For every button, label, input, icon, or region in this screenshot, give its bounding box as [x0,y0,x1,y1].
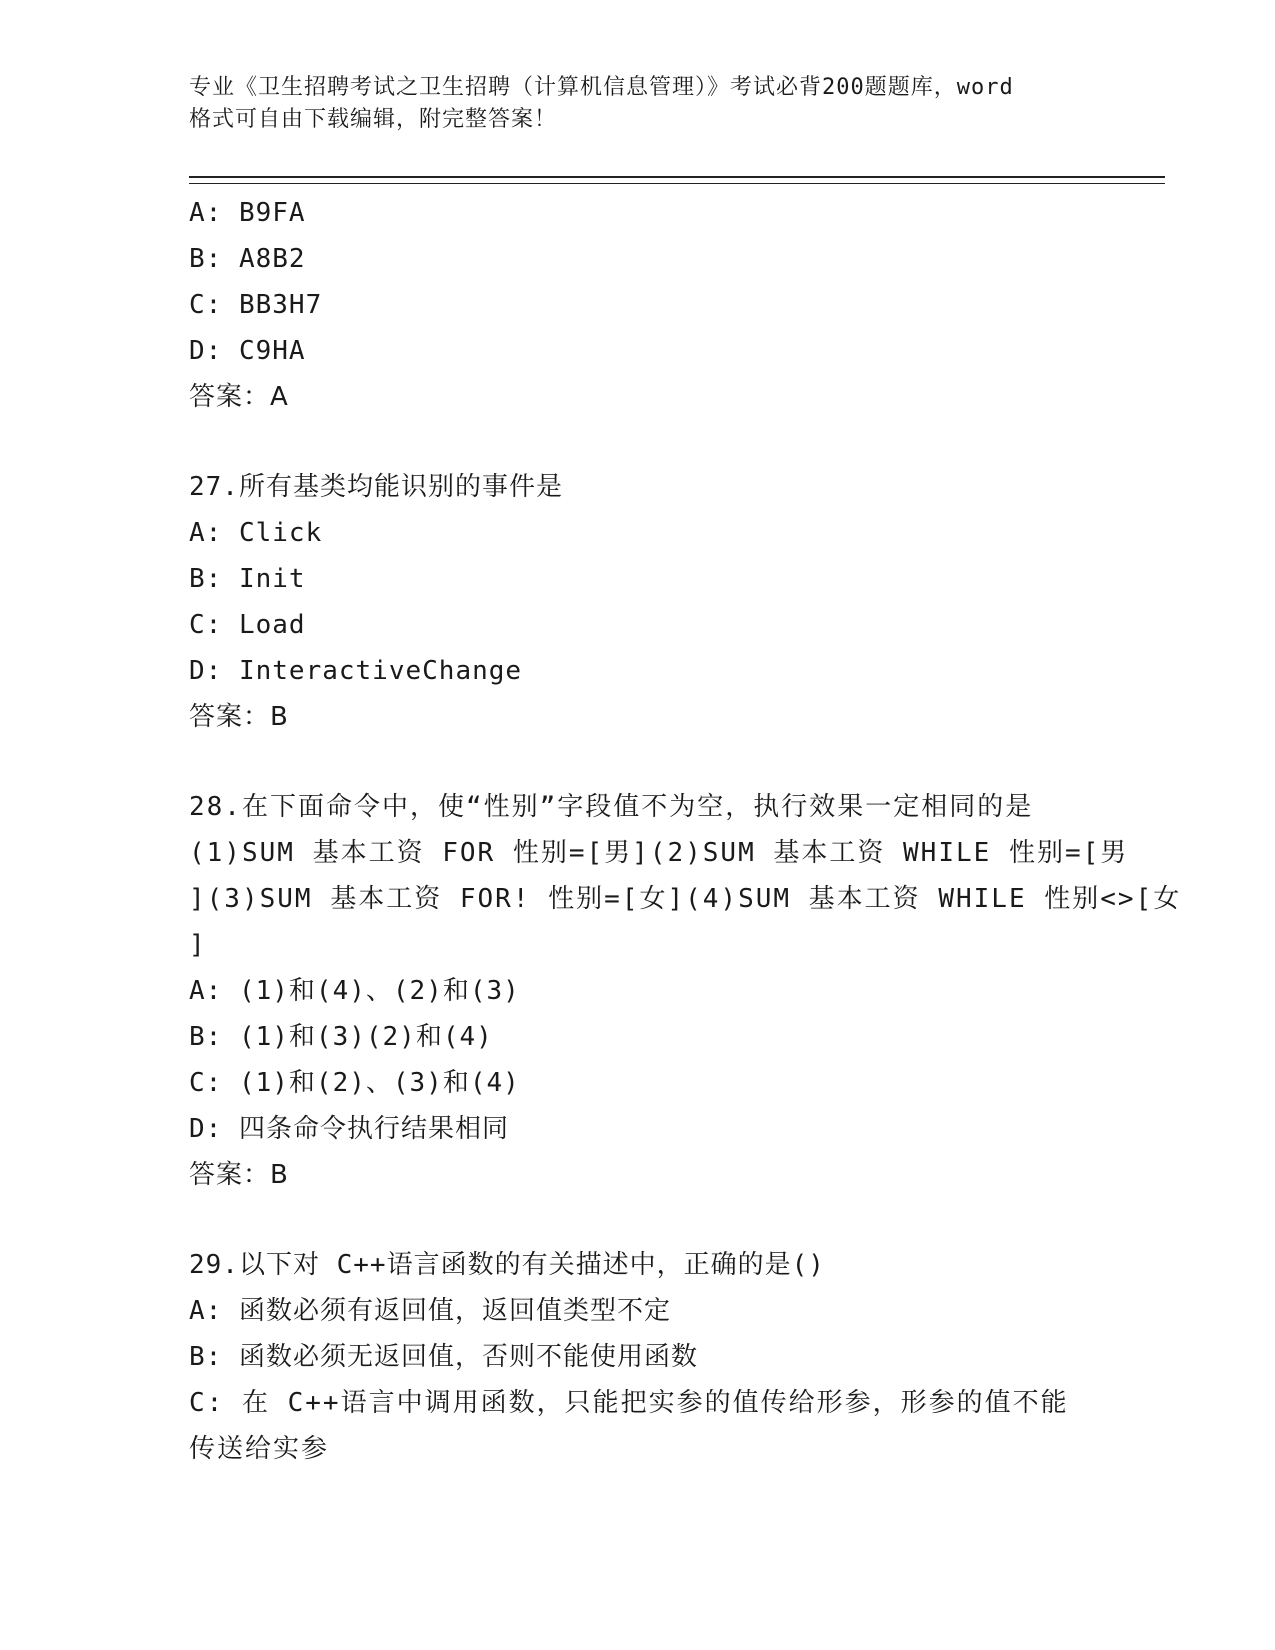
option-c: C: BB3H7 [189,290,323,320]
question-26 [189,190,1089,420]
question-stem [189,784,1182,968]
option-b: B: A8B2 [189,244,306,274]
option-d: D: C9HA [189,336,306,366]
option-b: B: (1)和(3)(2)和(4) [189,1022,493,1052]
answer: 答案：B [189,702,289,732]
option-d: D: 四条命令执行结果相同 [189,1114,509,1144]
option-c-line-1: C: 在 C++语言中调用函数，只能把实参的值传给形参，形参的值不能 [189,1388,1069,1418]
option-a: A: 函数必须有返回值，返回值类型不定 [189,1296,671,1326]
option-c: C: (1)和(2)、(3)和(4) [189,1068,520,1098]
question-stem-line-4: ] [189,930,207,960]
question-27 [189,464,1089,740]
spacer [189,420,1089,464]
document-header [189,72,1089,136]
option-c [189,1380,1089,1472]
option-c-line-2: 传送给实参 [189,1434,330,1464]
answer: 答案：A [189,382,289,412]
header-line-1: 专业《卫生招聘考试之卫生招聘（计算机信息管理）》考试必背200题题库，word [189,75,1014,100]
option-a: A: (1)和(4)、(2)和(3) [189,976,520,1006]
option-b: B: Init [189,564,306,594]
question-stem-line-3: ](3)SUM 基本工资 FOR! 性别=[女](4)SUM 基本工资 WHILE 性别<>[女 [189,884,1182,914]
option-a: A: Click [189,518,323,548]
spacer [189,740,1089,784]
option-d: D: InteractiveChange [189,656,523,686]
option-b: B: 函数必须无返回值，否则不能使用函数 [189,1342,698,1372]
question-stem: 29.以下对 C++语言函数的有关描述中，正确的是() [189,1250,825,1280]
spacer [189,1198,1089,1242]
question-stem-line-1: 28.在下面命令中，使“性别”字段值不为空，执行效果一定相同的是 [189,792,1034,822]
question-stem: 27.所有基类均能识别的事件是 [189,472,563,502]
question-28 [189,784,1182,1198]
header-divider [189,176,1165,184]
question-list [189,190,1182,1472]
option-c: C: Load [189,610,306,640]
header-line-2: 格式可自由下载编辑，附完整答案！ [189,107,558,132]
option-a: A: B9FA [189,198,306,228]
answer: 答案：B [189,1160,289,1190]
question-stem-line-2: (1)SUM 基本工资 FOR 性别=[男](2)SUM 基本工资 WHILE 性别=[男 [189,838,1129,868]
question-29 [189,1242,1089,1472]
